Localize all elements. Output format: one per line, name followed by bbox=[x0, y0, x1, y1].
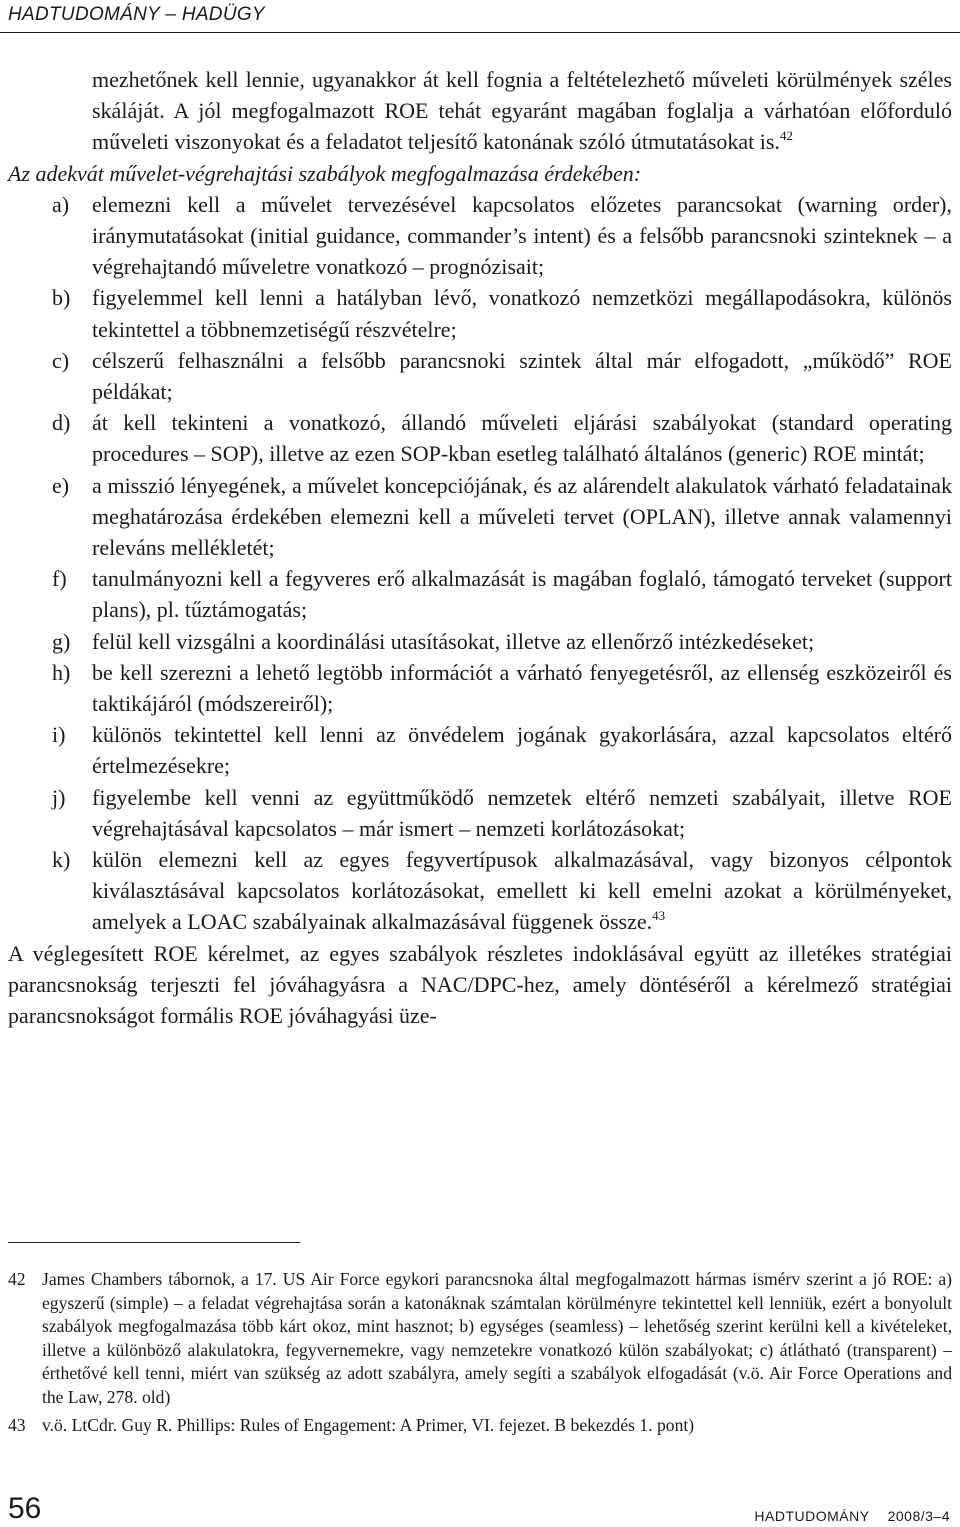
item-letter: d) bbox=[52, 410, 71, 436]
item-text: a misszió lényegének, a művelet koncepciójának, és az alárendelt alakulatok várható feladatainak meghatározása érdekében elemezni kell a műveleti tervet (OPLAN), illetve annak valamennyi releváns mellékletét; bbox=[92, 472, 952, 561]
item-letter: g) bbox=[52, 628, 71, 654]
footnote bbox=[8, 1268, 952, 1410]
footnote-ref-42: 42 bbox=[779, 128, 793, 144]
intro-paragraph bbox=[8, 64, 952, 158]
footnote bbox=[8, 1414, 952, 1438]
intro-text: mezhetőnek kell lennie, ugyanakkor át kell fognia a feltételezhető műveleti körülmények széles skáláját. A jól megfogalmazott ROE tehát egyaránt magában foglalja a várhatóan előforduló műveleti viszonyokat és a feladatot teljesítő katonának szóló útmutatásokat is. bbox=[92, 67, 952, 155]
item-text: be kell szerezni a lehető legtöbb információt a várható fenyegetésről, az ellenség eszközeiről és taktikájáról (módszereiről); bbox=[92, 659, 952, 717]
item-letter: b) bbox=[52, 285, 71, 311]
footnotes bbox=[8, 1268, 952, 1441]
item-text: célszerű felhasználni a felsőbb parancsnoki szintek által már elfogadott, „működő” ROE példákat; bbox=[92, 347, 952, 405]
item-text: különös tekintettel kell lenni az önvédelem jogának gyakorlására, azzal kapcsolatos eltérő értelmezésekre; bbox=[92, 722, 952, 779]
list-item bbox=[8, 470, 952, 564]
item-letter: a) bbox=[52, 191, 70, 217]
footnote-number: 43 bbox=[8, 1414, 26, 1435]
item-letter: i) bbox=[52, 722, 66, 748]
list-item bbox=[8, 719, 952, 781]
item-letter: c) bbox=[52, 347, 70, 373]
list-lead: Az adekvát művelet-végrehajtási szabályok megfogalmazása érdekében: bbox=[8, 160, 642, 186]
item-text-wrapper bbox=[92, 844, 952, 938]
list-item bbox=[8, 407, 952, 469]
item-letter: h) bbox=[52, 659, 71, 685]
item-letter: f) bbox=[52, 566, 67, 592]
item-text: figyelembe kell venni az együttműködő nemzetek eltérő nemzeti szabályait, illetve ROE végrehajtásával kapcsolatos – már ismert – nemzeti korlátozásokat; bbox=[92, 784, 952, 841]
issue-number: 2008/3–4 bbox=[887, 1508, 950, 1524]
item-letter: k) bbox=[52, 847, 71, 873]
main-text bbox=[8, 64, 952, 1031]
item-letter: e) bbox=[52, 472, 70, 498]
item-letter: j) bbox=[52, 784, 66, 810]
item-text: át kell tekinteni a vonatkozó, állandó műveleti eljárási szabályokat (standard operating procedures – SOP), illetve az ezen SOP-kban esetleg található általános (generic) ROE mintát; bbox=[92, 410, 952, 467]
list-item bbox=[8, 563, 952, 625]
closing-paragraph: A véglegesített ROE kérelmet, az egyes szabályok részletes indoklásával együtt az illetékes stratégiai parancsnokság terjeszti fel jóváhagyásra a NAC/DPC-hez, amely döntéséről a kérelmező stratégiai parancsnokságot formális ROE jóváhagyási üze- bbox=[8, 940, 952, 1029]
item-text: tanulmányozni kell a fegyveres erő alkalmazását is magában foglaló, támogató terveket (support plans), pl. tűztámogatás; bbox=[92, 566, 952, 623]
requirement-list bbox=[8, 189, 952, 938]
footnote-text: James Chambers tábornok, a 17. US Air Force egykori parancsnoka által megfogalmazott hármas ismérv szerint a jó ROE: a) egyszerű (simple) – a feladat végrehajtása során a katonáknak számtalan körülményre tekintettel kell lenniük, ezért a bonyolult szabályok megfogalmazása több kárt okoz, mint hasznot; b) egységes (seamless) – lehetőség szerint kerülni kell a kivételeket, illetve a különböző alakulatokra, fegyvernemekre, vagy nemzetekre vonatkozó külön szabályokat; c) átlátható (transparent) – érthetővé kell tenni, miért van szükség az adott szabályra, amely segíti a szabályok elfogadását (v.ö. Air Force Operations and the Law, 278. old) bbox=[42, 1269, 952, 1407]
list-item bbox=[8, 626, 952, 657]
footnote-number: 42 bbox=[8, 1269, 26, 1289]
list-item bbox=[8, 844, 952, 938]
list-item bbox=[8, 657, 952, 719]
footnote-ref-43: 43 bbox=[652, 908, 666, 924]
item-text: felül kell vizsgálni a koordinálási utasításokat, illetve az ellenőrző intézkedéseket; bbox=[92, 628, 815, 654]
running-header: HADTUDOMÁNY – HADÜGY bbox=[8, 4, 265, 25]
footnote-text: v.ö. LtCdr. Guy R. Phillips: Rules of Engagement: A Primer, VI. fejezet. B bekezdés 1. pont) bbox=[42, 1414, 695, 1435]
list-item bbox=[8, 282, 952, 344]
header-rule bbox=[0, 32, 960, 33]
item-text: figyelemmel kell lenni a hatályban lévő, vonatkozó nemzetközi megállapodásokra, különös tekintettel a többnemzetiségű részvételre; bbox=[92, 285, 952, 342]
page-number: 56 bbox=[8, 1492, 42, 1525]
journal-name: HADTUDOMÁNY bbox=[754, 1508, 870, 1524]
list-item bbox=[8, 189, 952, 283]
list-item bbox=[8, 345, 952, 407]
list-item bbox=[8, 782, 952, 844]
footnote-rule bbox=[8, 1242, 300, 1243]
journal-footer bbox=[736, 1508, 950, 1524]
item-text: külön elemezni kell az egyes fegyvertípusok alkalmazásával, vagy bizonyos célpontok kiválasztásával kapcsolatos korlátozásokat, emellett ki kell emelni azokat a körülményeket, amelyek a LOAC szabályainak alkalmazásával függenek össze. bbox=[92, 847, 952, 935]
item-text: elemezni kell a művelet tervezésével kapcsolatos előzetes parancsokat (warning order), iránymutatásokat (initial guidance, commander’s intent) és a felsőbb parancsnoki szinteknek – a végrehajtandó műveletre vonatkozó – prognózisait; bbox=[92, 191, 952, 280]
